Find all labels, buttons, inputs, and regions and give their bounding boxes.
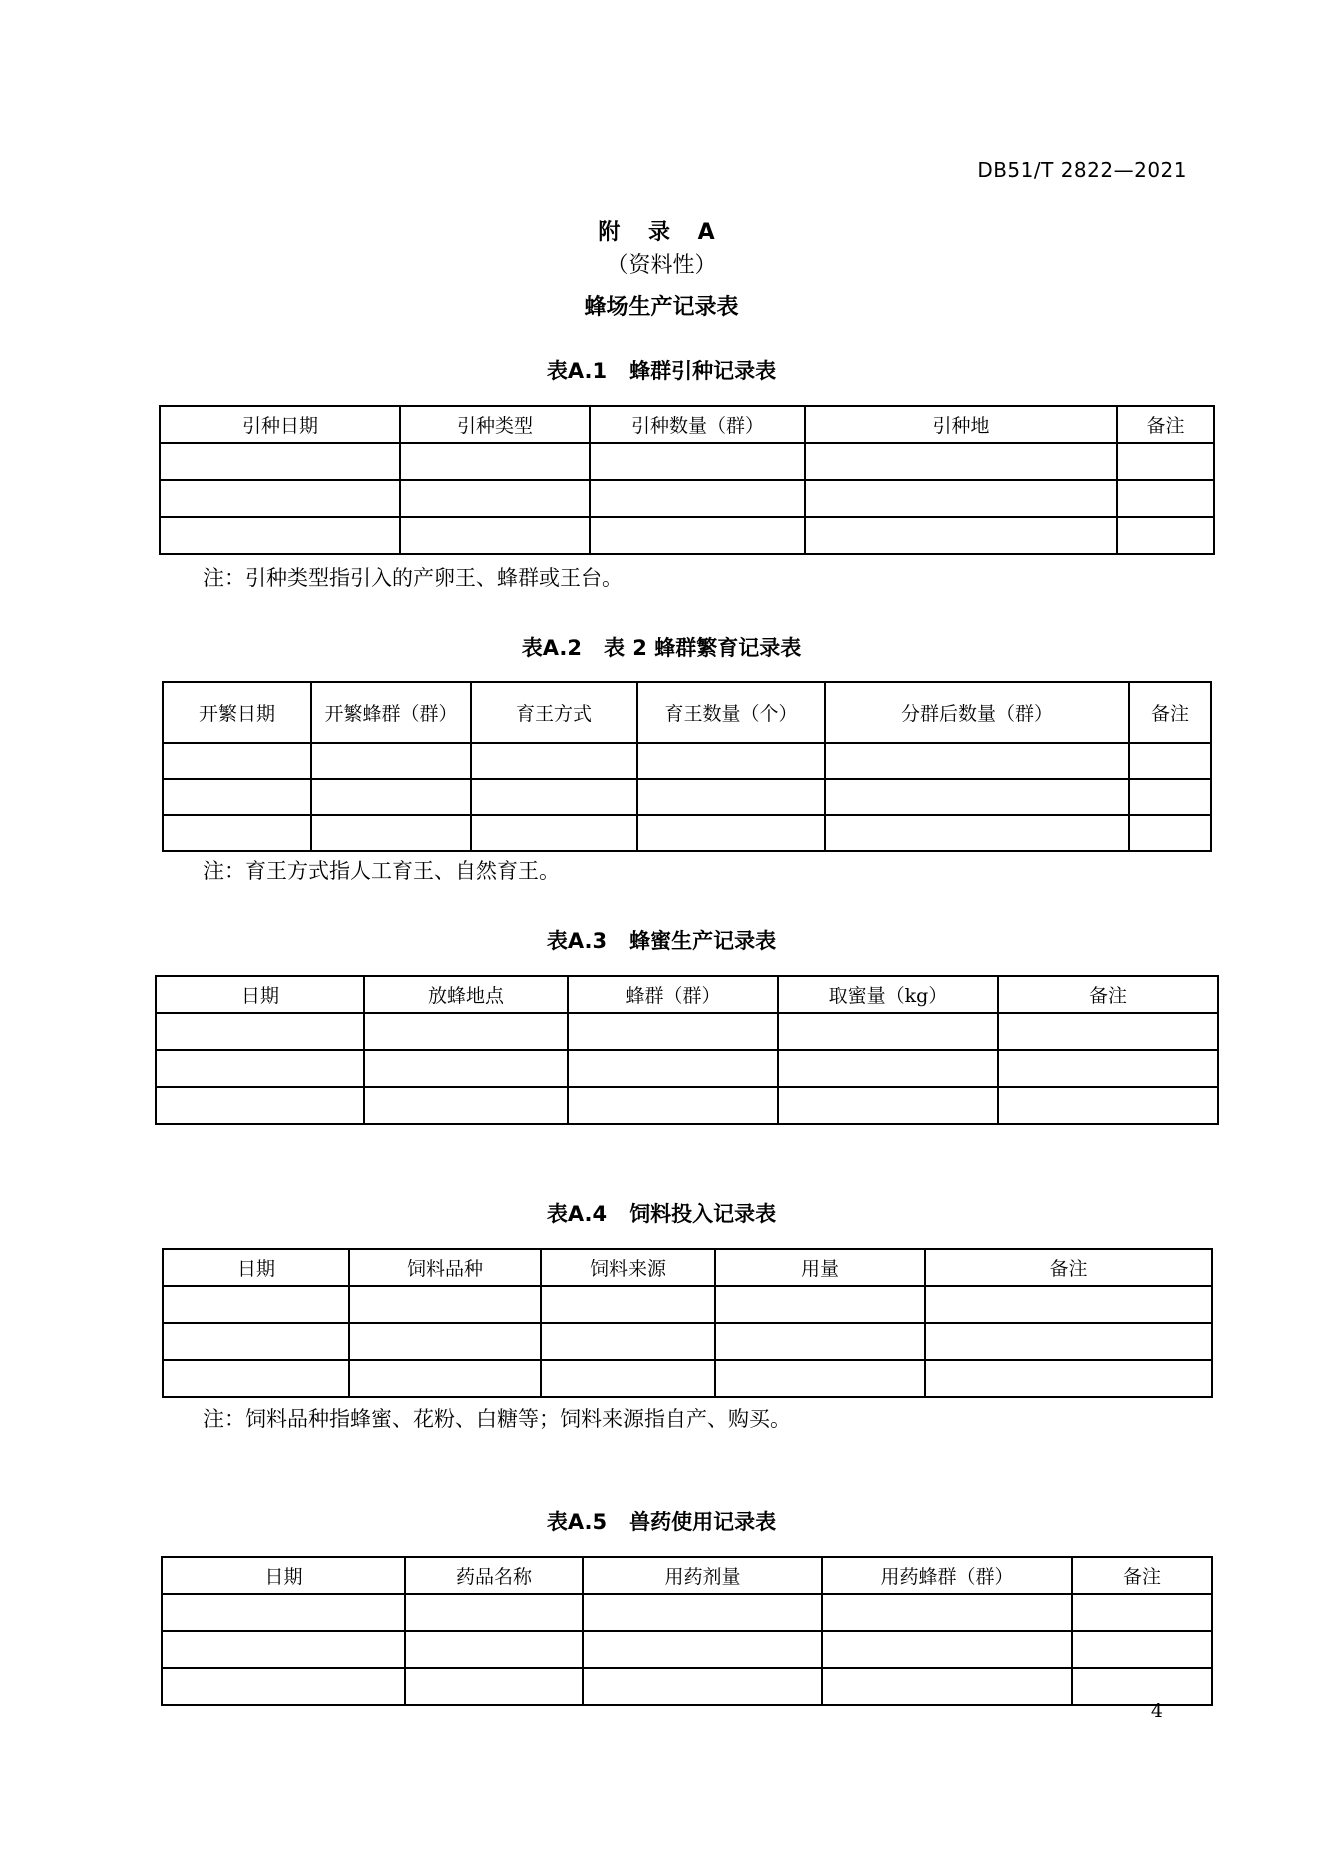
table-cell[interactable] <box>541 1286 715 1323</box>
table-cell[interactable] <box>822 1668 1072 1705</box>
table-row <box>160 480 1214 517</box>
table-row <box>160 517 1214 554</box>
table-a3 <box>155 975 1219 1125</box>
table-cell[interactable] <box>163 1360 349 1397</box>
table-cell[interactable] <box>162 1668 405 1705</box>
table-cell[interactable] <box>778 1013 998 1050</box>
table-cell[interactable] <box>400 443 590 480</box>
table-cell[interactable] <box>163 815 311 851</box>
table-cell[interactable] <box>1117 517 1214 554</box>
table-row <box>162 1631 1212 1668</box>
table-row <box>156 1013 1218 1050</box>
column-header: 用量 <box>715 1249 925 1286</box>
column-header: 用药蜂群（群） <box>822 1557 1072 1594</box>
table-cell[interactable] <box>715 1360 925 1397</box>
table-cell[interactable] <box>998 1050 1218 1087</box>
table-cell[interactable] <box>156 1087 364 1124</box>
column-header: 引种类型 <box>400 406 590 443</box>
column-header: 备注 <box>1117 406 1214 443</box>
appendix-type: （资料性） <box>606 253 717 278</box>
table-cell[interactable] <box>778 1087 998 1124</box>
page-number: 4 <box>1150 1700 1163 1722</box>
column-header: 用药剂量 <box>583 1557 822 1594</box>
table-cell[interactable] <box>400 480 590 517</box>
table-cell[interactable] <box>311 779 471 815</box>
table-cell[interactable] <box>163 779 311 815</box>
table-cell[interactable] <box>1117 480 1214 517</box>
table-cell[interactable] <box>805 517 1117 554</box>
appendix-label: 附 录 A <box>598 220 725 245</box>
column-header: 开繁日期 <box>163 682 311 743</box>
table-cell[interactable] <box>925 1286 1212 1323</box>
table-header-row <box>162 1557 1212 1594</box>
table-title: 蜂蜜生产记录表 <box>629 929 777 953</box>
table-cell[interactable] <box>590 480 805 517</box>
column-header: 放蜂地点 <box>364 976 568 1013</box>
column-header: 药品名称 <box>405 1557 583 1594</box>
table-cell[interactable] <box>471 815 637 851</box>
table-a2 <box>162 681 1212 852</box>
table-cell[interactable] <box>311 815 471 851</box>
table-header-row <box>160 406 1214 443</box>
table-cell[interactable] <box>160 480 400 517</box>
column-header: 分群后数量（群） <box>825 682 1129 743</box>
table-cell[interactable] <box>998 1013 1218 1050</box>
table-cell[interactable] <box>541 1323 715 1360</box>
column-header: 日期 <box>162 1557 405 1594</box>
document-code: DB51/T 2822—2021 <box>977 158 1187 182</box>
table-cell[interactable] <box>822 1631 1072 1668</box>
table-cell[interactable] <box>925 1323 1212 1360</box>
column-header: 备注 <box>1072 1557 1212 1594</box>
table-cell[interactable] <box>825 815 1129 851</box>
table-cell[interactable] <box>349 1286 541 1323</box>
column-header: 引种日期 <box>160 406 400 443</box>
appendix-title: 蜂场生产记录表 <box>584 295 739 320</box>
table-row <box>163 1286 1212 1323</box>
column-header: 日期 <box>163 1249 349 1286</box>
table-cell[interactable] <box>405 1594 583 1631</box>
table-cell[interactable] <box>162 1594 405 1631</box>
table-a3-caption <box>0 925 1323 955</box>
table-cell[interactable] <box>400 517 590 554</box>
table-a5 <box>161 1556 1213 1706</box>
table-cell[interactable] <box>162 1631 405 1668</box>
table-title: 蜂群引种记录表 <box>629 359 777 383</box>
table-header-row <box>156 976 1218 1013</box>
table-a4-note: 注：饲料品种指蜂蜜、花粉、白糖等；饲料来源指自产、购买。 <box>203 1407 791 1431</box>
column-header: 日期 <box>156 976 364 1013</box>
table-cell[interactable] <box>1129 779 1211 815</box>
table-a5-caption <box>0 1506 1323 1536</box>
table-cell[interactable] <box>778 1050 998 1087</box>
table-cell[interactable] <box>1072 1631 1212 1668</box>
column-header: 备注 <box>925 1249 1212 1286</box>
column-header: 育王方式 <box>471 682 637 743</box>
table-cell[interactable] <box>471 779 637 815</box>
table-a2-note: 注：育王方式指人工育王、自然育王。 <box>203 859 560 883</box>
table-cell[interactable] <box>590 517 805 554</box>
table-cell[interactable] <box>364 1013 568 1050</box>
table-cell[interactable] <box>637 743 825 779</box>
table-title: 饲料投入记录表 <box>629 1202 777 1226</box>
table-a1-note: 注：引种类型指引入的产卵王、蜂群或王台。 <box>203 566 623 590</box>
table-cell[interactable] <box>637 779 825 815</box>
table-cell[interactable] <box>637 815 825 851</box>
table-cell[interactable] <box>163 1323 349 1360</box>
table-cell[interactable] <box>805 480 1117 517</box>
table-a4-caption <box>0 1198 1323 1228</box>
table-number: 表A.4 <box>546 1202 608 1226</box>
table-cell[interactable] <box>568 1050 778 1087</box>
column-header: 引种地 <box>805 406 1117 443</box>
table-cell[interactable] <box>349 1360 541 1397</box>
table-cell[interactable] <box>1129 815 1211 851</box>
table-cell[interactable] <box>364 1050 568 1087</box>
table-cell[interactable] <box>156 1013 364 1050</box>
table-cell[interactable] <box>405 1668 583 1705</box>
table-row <box>156 1050 1218 1087</box>
table-cell[interactable] <box>583 1631 822 1668</box>
table-row <box>163 779 1211 815</box>
table-number: 表A.5 <box>546 1510 608 1534</box>
table-cell[interactable] <box>1129 743 1211 779</box>
table-cell[interactable] <box>568 1087 778 1124</box>
table-cell[interactable] <box>590 443 805 480</box>
table-cell[interactable] <box>311 743 471 779</box>
table-cell[interactable] <box>583 1594 822 1631</box>
table-cell[interactable] <box>160 443 400 480</box>
table-row <box>162 1594 1212 1631</box>
table-cell[interactable] <box>364 1087 568 1124</box>
table-row <box>162 1668 1212 1705</box>
table-cell[interactable] <box>568 1013 778 1050</box>
column-header: 取蜜量（kg） <box>778 976 998 1013</box>
table-cell[interactable] <box>715 1286 925 1323</box>
table-cell[interactable] <box>715 1323 925 1360</box>
column-header: 饲料品种 <box>349 1249 541 1286</box>
column-header: 蜂群（群） <box>568 976 778 1013</box>
table-header-row <box>163 1249 1212 1286</box>
table-cell[interactable] <box>825 743 1129 779</box>
table-number: 表A.1 <box>546 359 608 383</box>
table-row <box>163 1323 1212 1360</box>
table-cell[interactable] <box>1072 1668 1212 1705</box>
column-header: 开繁蜂群（群） <box>311 682 471 743</box>
table-cell[interactable] <box>160 517 400 554</box>
table-cell[interactable] <box>541 1360 715 1397</box>
table-cell[interactable] <box>1117 443 1214 480</box>
table-cell[interactable] <box>349 1323 541 1360</box>
table-cell[interactable] <box>822 1594 1072 1631</box>
table-row <box>163 743 1211 779</box>
table-header-row <box>163 682 1211 743</box>
table-row <box>156 1087 1218 1124</box>
table-cell[interactable] <box>405 1631 583 1668</box>
table-row <box>160 443 1214 480</box>
column-header: 饲料来源 <box>541 1249 715 1286</box>
table-number: 表A.3 <box>546 929 608 953</box>
table-title: 表 2 蜂群繁育记录表 <box>604 636 802 660</box>
table-title: 兽药使用记录表 <box>629 1510 777 1534</box>
table-a4 <box>162 1248 1213 1398</box>
table-a2-caption <box>0 632 1323 662</box>
column-header: 备注 <box>998 976 1218 1013</box>
table-cell[interactable] <box>471 743 637 779</box>
column-header: 育王数量（个） <box>637 682 825 743</box>
table-row <box>163 815 1211 851</box>
table-cell[interactable] <box>583 1668 822 1705</box>
table-cell[interactable] <box>1072 1594 1212 1631</box>
column-header: 备注 <box>1129 682 1211 743</box>
table-cell[interactable] <box>163 743 311 779</box>
table-number: 表A.2 <box>521 636 582 660</box>
table-cell[interactable] <box>156 1050 364 1087</box>
table-cell[interactable] <box>163 1286 349 1323</box>
table-row <box>163 1360 1212 1397</box>
table-cell[interactable] <box>998 1087 1218 1124</box>
table-cell[interactable] <box>825 779 1129 815</box>
table-a1 <box>159 405 1215 555</box>
column-header: 引种数量（群） <box>590 406 805 443</box>
table-cell[interactable] <box>805 443 1117 480</box>
table-a1-caption <box>0 355 1323 385</box>
table-cell[interactable] <box>925 1360 1212 1397</box>
